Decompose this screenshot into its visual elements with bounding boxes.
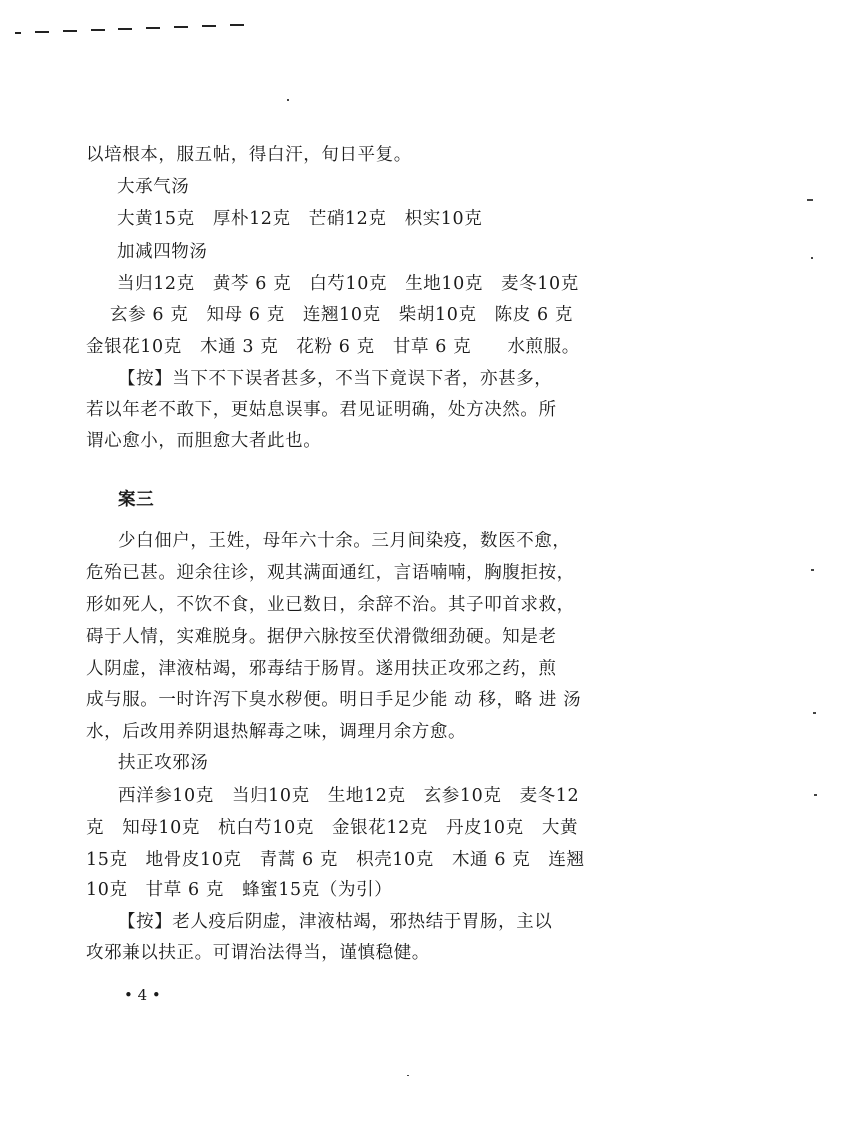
formula-title: 加减四物汤 bbox=[117, 242, 208, 262]
dash bbox=[35, 31, 49, 33]
paragraph-line: 人阴虚，津液枯竭，邪毒结于肠胃。遂用扶正攻邪之药，煎 bbox=[86, 659, 557, 679]
scan-speck bbox=[807, 199, 813, 201]
dash bbox=[174, 26, 188, 28]
scan-speck bbox=[811, 569, 814, 571]
ingredient-line: 玄参 6 克 知母 6 克 连翘10克 柴胡10克 陈皮 6 克 bbox=[110, 305, 574, 325]
scan-speck bbox=[407, 1075, 409, 1076]
dash bbox=[15, 32, 21, 34]
case-heading: 案三 bbox=[118, 490, 155, 510]
paragraph-line: 以培根本，服五帖，得白汗，旬日平复。 bbox=[86, 145, 412, 165]
commentary-line: 【按】老人疫后阴虚，津液枯竭，邪热结于胃肠，主以 bbox=[118, 912, 553, 932]
commentary-line: 【按】当下不下误者甚多，不当下竟误下者，亦甚多， bbox=[118, 369, 553, 389]
dash bbox=[63, 30, 77, 32]
ingredient-line: 大黄15克 厚朴12克 芒硝12克 枳实10克 bbox=[117, 209, 483, 229]
dash bbox=[91, 29, 105, 31]
ingredient-line: 西洋参10克 当归10克 生地12克 玄参10克 麦冬12 bbox=[118, 786, 580, 806]
paragraph-line: 形如死人，不饮不食，业已数日，余辞不治。其子叩首求救， bbox=[86, 595, 575, 615]
scan-speck bbox=[813, 712, 816, 714]
paragraph-line: 危殆已甚。迎余往诊，观其满面通红，言语喃喃，胸腹拒按， bbox=[86, 563, 575, 583]
scan-speck bbox=[287, 99, 289, 101]
ingredient-line: 10克 甘草 6 克 蜂蜜15克（为引） bbox=[86, 880, 393, 900]
page-number: • 4 • bbox=[124, 986, 161, 1004]
dash bbox=[202, 25, 216, 27]
paragraph-line: 成与服。一时许泻下臭水秽便。明日手足少能 动 移，略 进 汤 bbox=[86, 690, 582, 710]
ingredient-line: 克 知母10克 杭白芍10克 金银花12克 丹皮10克 大黄 bbox=[86, 818, 579, 838]
ingredient-line: 当归12克 黄芩 6 克 白芍10克 生地10克 麦冬10克 bbox=[117, 274, 579, 294]
dash bbox=[118, 28, 132, 30]
commentary-line: 若以年老不敢下，更姑息误事。君见证明确，处方决然。所 bbox=[86, 400, 557, 420]
scan-speck bbox=[811, 257, 813, 259]
dash bbox=[146, 27, 160, 29]
scan-speck bbox=[814, 794, 817, 796]
ingredient-line: 15克 地骨皮10克 青蒿 6 克 枳壳10克 木通 6 克 连翘 bbox=[86, 850, 585, 870]
paragraph-line: 少白佃户，王姓，母年六十余。三月间染疫，数医不愈， bbox=[118, 531, 571, 551]
paragraph-line: 碍于人情，实难脱身。据伊六脉按至伏滑微细劲硬。知是老 bbox=[86, 627, 557, 647]
formula-title: 扶正攻邪汤 bbox=[118, 753, 209, 773]
dash bbox=[230, 24, 244, 26]
commentary-line: 攻邪兼以扶正。可谓治法得当，谨慎稳健。 bbox=[86, 943, 430, 963]
top-dash-rule bbox=[15, 23, 415, 35]
ingredient-line: 金银花10克 木通 3 克 花粉 6 克 甘草 6 克 水煎服。 bbox=[86, 337, 580, 357]
commentary-line: 谓心愈小，而胆愈大者此也。 bbox=[86, 431, 322, 451]
formula-title: 大承气汤 bbox=[117, 177, 190, 197]
paragraph-line: 水，后改用养阴退热解毒之味，调理月余方愈。 bbox=[86, 722, 467, 742]
